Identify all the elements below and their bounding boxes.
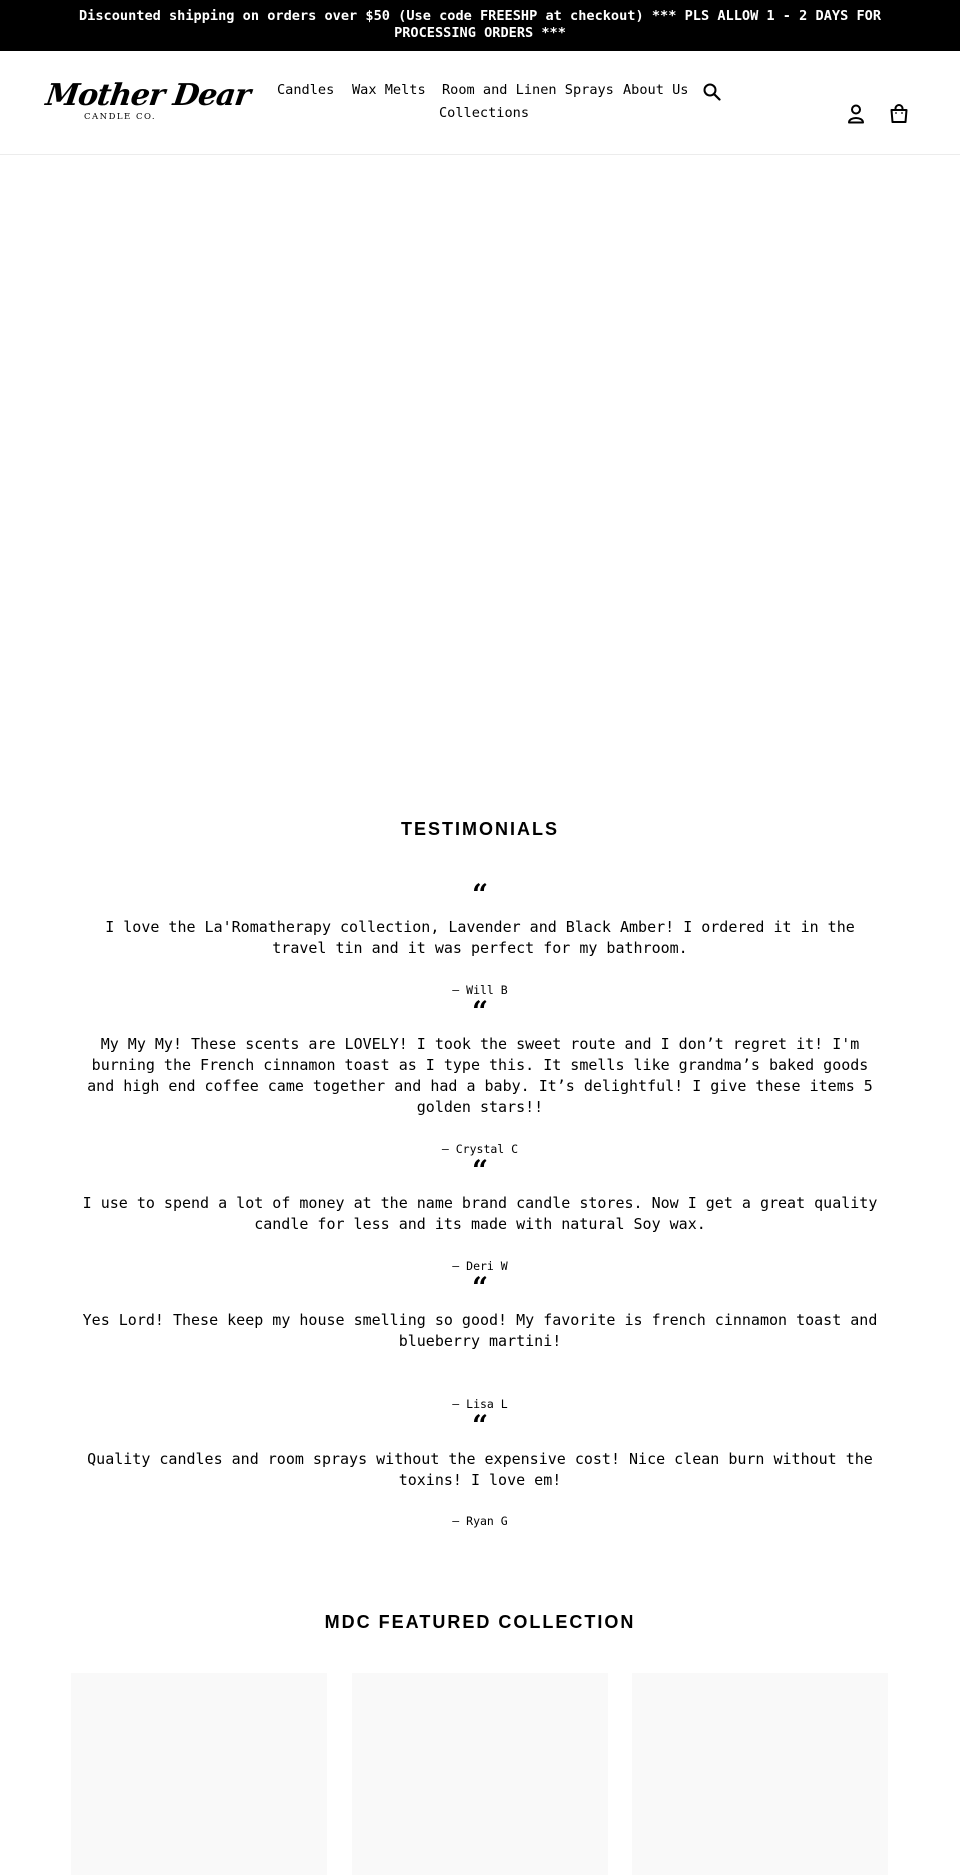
nav-wax-melts[interactable]: Wax Melts [352,82,426,98]
testimonial-text: I love the La'Romatherapy collection, Lavender and Black Amber! I ordered it in the travel tin and it was perfect for my bathroom. [105,918,855,957]
nav-about-us[interactable]: About Us [623,82,689,98]
product-card[interactable] [632,1673,888,1875]
product-card[interactable] [352,1673,608,1875]
testimonial-text: My My My! These scents are LOVELY! I took the sweet route and I don’t regret it! I'm burning the French cinnamon toast as I type this. It smells like grandma’s baked goods and high end coffee came together and had a baby. It’s delightful! I give these items 5 golden stars!! [87,1035,873,1116]
testimonial-text: I use to spend a lot of money at the name brand candle stores. Now I get a great quality candle for less and its made with natural Soy wax. [82,1194,878,1233]
logo-script: Mother Dear [43,78,253,113]
hero-banner [0,156,960,776]
logo-subtitle: CANDLE CO. [84,112,157,122]
search-icon[interactable] [703,83,721,101]
quote-icon: “ [471,878,489,911]
cart-icon[interactable] [890,104,908,123]
testimonial-author: — Deri W [452,1259,508,1273]
account-icon[interactable] [847,104,865,124]
logo[interactable] [43,78,253,125]
featured-collection-title: MDC FEATURED COLLECTION [324,1612,636,1632]
nav-candles[interactable]: Candles [277,82,335,98]
product-card[interactable] [71,1673,327,1875]
quote-icon: “ [471,995,489,1028]
testimonial-text: Quality candles and room sprays without the expensive cost! Nice clean burn without the toxins! I love em! [87,1450,873,1489]
testimonials-title: TESTIMONIALS [401,819,559,839]
testimonial-author: — Lisa L [452,1397,508,1411]
testimonial-text: Yes Lord! These keep my house smelling so good! My favorite is french cinnamon toast and blueberry martini! [82,1311,878,1350]
testimonial-author: — Will B [452,983,508,997]
quote-icon: “ [471,1271,489,1304]
nav-room-linen-sprays[interactable]: Room and Linen Sprays [442,82,614,98]
nav-collections[interactable]: Collections [439,105,530,121]
quote-icon: “ [471,1154,489,1187]
announcement-bar: Discounted shipping on orders over $50 (Use code FREESHP at checkout) *** PLS ALLOW 1 - 2 DAYS FOR PROCESSING ORDERS *** [0,0,960,51]
quote-icon: “ [471,1409,489,1442]
testimonial-author: — Ryan G [452,1514,508,1528]
testimonial-author: — Crystal C [441,1142,519,1156]
site-header [0,51,960,155]
